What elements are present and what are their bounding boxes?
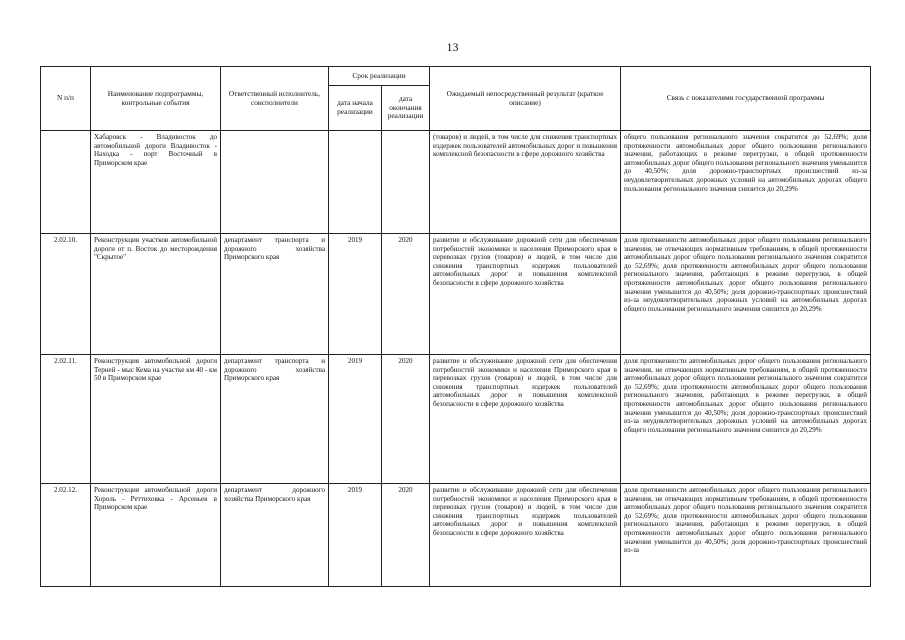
row-num bbox=[41, 131, 91, 234]
row-responsible: департамент транспорта и дорожного хозяйства Приморского края bbox=[221, 234, 329, 355]
header-end-date: дата окончания реализации bbox=[382, 86, 430, 131]
row-end: 2020 bbox=[382, 234, 430, 355]
header-link: Связь с показателями государственной программы bbox=[621, 67, 871, 131]
row-responsible: департамент дорожного хозяйства Приморского края bbox=[221, 484, 329, 587]
row-end bbox=[382, 131, 430, 234]
header-start-date: дата начала реализации bbox=[329, 86, 382, 131]
row-start: 2019 bbox=[329, 484, 382, 587]
row-num: 2.02.10. bbox=[41, 234, 91, 355]
row-start: 2019 bbox=[329, 234, 382, 355]
table-row bbox=[41, 131, 871, 234]
header-num: N п/п bbox=[41, 67, 91, 131]
row-result: развитие и обслуживание дорожной сети для обеспечения потребностей экономики и населения Приморского края в перевозках грузов (товаров) и людей, в том числе для снижения транспортных издержек пользователей автомобильных дорог и повышения комплексной безопасности в сфере дорожного хозяйства bbox=[430, 234, 621, 355]
program-table bbox=[40, 66, 871, 587]
table-row bbox=[41, 355, 871, 484]
table-row bbox=[41, 234, 871, 355]
row-responsible bbox=[221, 131, 329, 234]
header-responsible: Ответственный исполнитель, соисполнители bbox=[221, 67, 329, 131]
row-link: доля протяженности автомобильных дорог общего пользования регионального значения, не отвечающих нормативным требованиям, в общей протяженности автомобильных дорог общего пользования регионального значения сократится до 52,69%; доля протяженности автомобильных дорог общего пользования регионального значения, работающих в режиме перегрузки, в общей протяженности автомобильных дорог общего пользования регионального значения уменьшится до 40,50%; доля дорожно-транспортных происшествий из-за неудовлетворительных дорожных условий на автомобильных дорогах общего пользования регионального значения снизится до 20,29% bbox=[621, 355, 871, 484]
header-result: Ожидаемый непосредственный результат (краткое описание) bbox=[430, 67, 621, 131]
row-start bbox=[329, 131, 382, 234]
row-name: Реконструкция участков автомобильной дороги от п. Восток до месторождения "Скрытое" bbox=[91, 234, 221, 355]
page-number: 13 bbox=[446, 40, 459, 54]
row-start: 2019 bbox=[329, 355, 382, 484]
table-header bbox=[41, 67, 871, 131]
row-result: (товаров) и людей, в том числе для снижения транспортных издержек пользователей автомобильных дорог и повышения комплексной безопасности в сфере дорожного хозяйства bbox=[430, 131, 621, 234]
row-link: доля протяженности автомобильных дорог общего пользования регионального значения, не отвечающих нормативным требованиям, в общей протяженности автомобильных дорог общего пользования регионального значения сократится до 52,69%; доля протяженности автомобильных дорог общего пользования регионального значения, работающих в режиме перегрузки, в общей протяженности автомобильных дорог общего пользования регионального значения уменьшится до 40,50%; доля дорожно-транспортных происшествий из-за bbox=[621, 484, 871, 587]
row-name: Реконструкция автомобильной дороги Терней - мыс Кема на участке км 40 - км 50 в Приморском крае bbox=[91, 355, 221, 484]
row-num: 2.02.11. bbox=[41, 355, 91, 484]
row-result: развитие и обслуживание дорожной сети для обеспечения потребностей экономики и населения Приморского края в перевозках грузов (товаров) и людей, в том числе для снижения транспортных издержек пользователей автомобильных дорог и повышения комплексной безопасности в сфере дорожного хозяйства bbox=[430, 484, 621, 587]
row-num: 2.02.12. bbox=[41, 484, 91, 587]
table-row bbox=[41, 484, 871, 587]
row-end: 2020 bbox=[382, 355, 430, 484]
row-link: общего пользования регионального значения сократится до 52,69%; доля протяженности автомобильных дорог общего пользования регионального значения, работающих в режиме перегрузки, в общей протяженности автомобильных дорог общего пользования регионального значения уменьшится до 40,50%; доля дорожно-транспортных происшествий из-за неудовлетворительных дорожных условий на автомобильных дорогах общего пользования регионального значения снизится до 20,29% bbox=[621, 131, 871, 234]
header-name: Наименование подпрограммы, контрольные события bbox=[91, 67, 221, 131]
header-term: Срок реализации bbox=[329, 67, 430, 86]
row-link: доля протяженности автомобильных дорог общего пользования регионального значения, не отвечающих нормативным требованиям, в общей протяженности автомобильных дорог общего пользования регионального значения сократится до 52,69%; доля протяженности автомобильных дорог общего пользования регионального значения, работающих в режиме перегрузки, в общей протяженности автомобильных дорог общего пользования регионального значения уменьшится до 40,50%; доля дорожно-транспортных происшествий из-за неудовлетворительных дорожных условий на автомобильных дорогах общего пользования регионального значения снизится до 20,29% bbox=[621, 234, 871, 355]
row-name: Реконструкция автомобильной дороги Хороль - Реттиховка - Арсеньев в Приморском крае bbox=[91, 484, 221, 587]
row-responsible: департамент транспорта и дорожного хозяйства Приморского края bbox=[221, 355, 329, 484]
row-result: развитие и обслуживание дорожной сети для обеспечения потребностей экономики и населения Приморского края в перевозках грузов (товаров) и людей, в том числе для снижения транспортных издержек пользователей автомобильных дорог и повышения комплексной безопасности в сфере дорожного хозяйства bbox=[430, 355, 621, 484]
row-name: Хабаровск - Владивосток до автомобильной дороги Владивосток - Находка - порт Восточный в Приморском крае bbox=[91, 131, 221, 234]
row-end: 2020 bbox=[382, 484, 430, 587]
